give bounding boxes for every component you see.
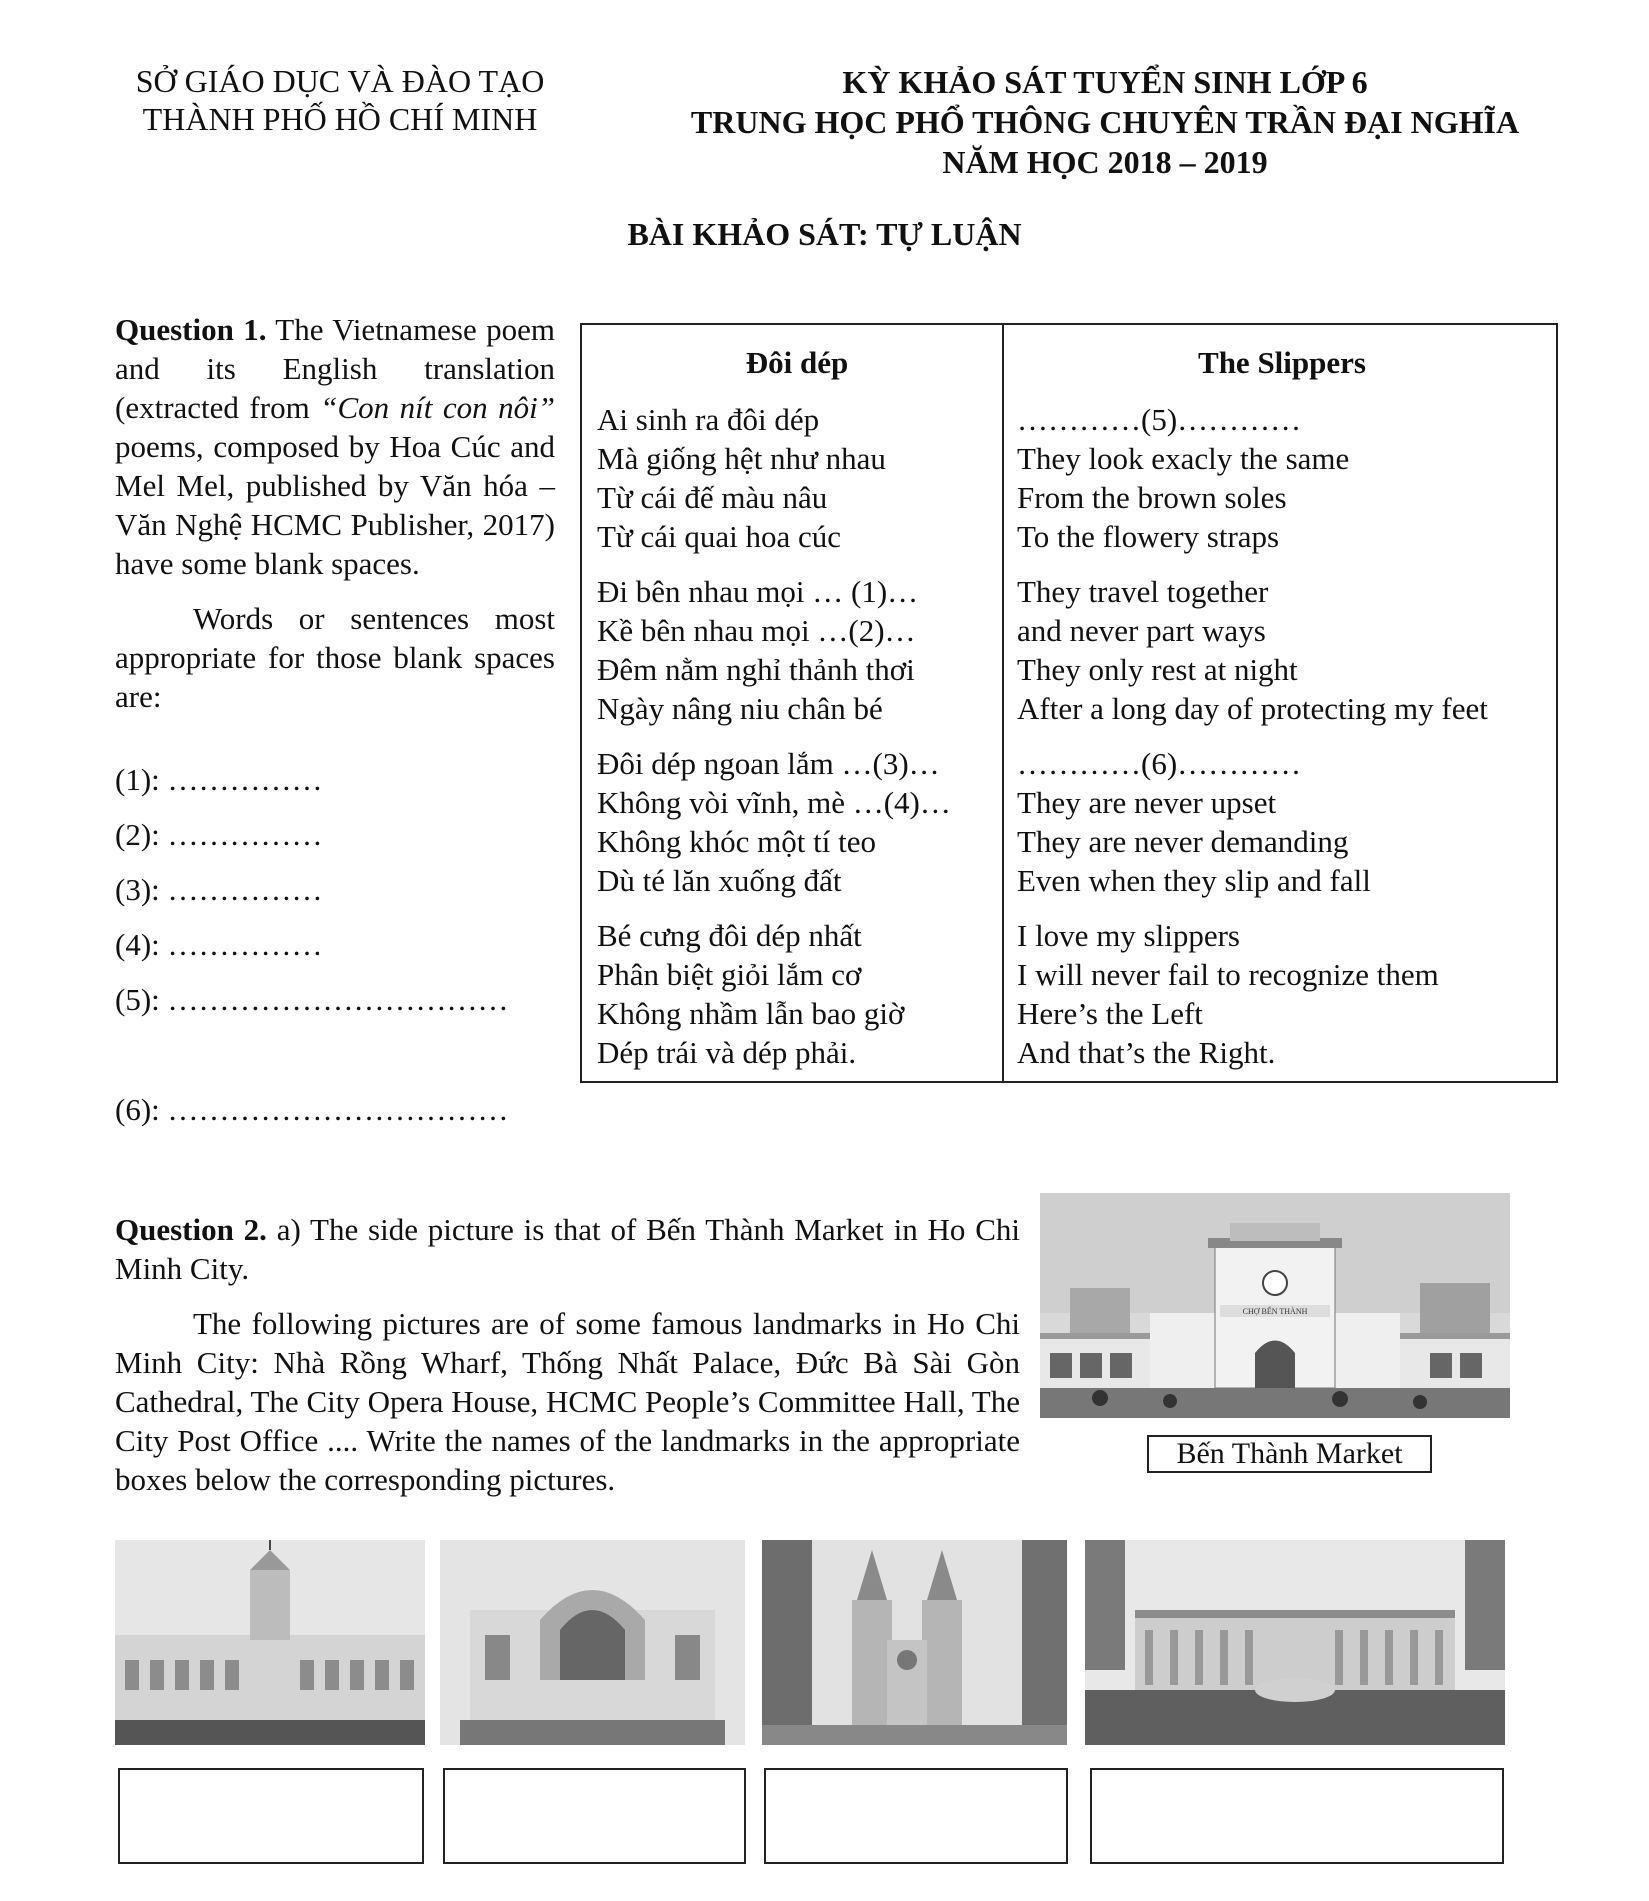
vi-stanza	[597, 744, 997, 900]
independence-palace-photo	[1085, 1540, 1505, 1745]
question1-intro	[115, 310, 555, 583]
poem-line: Ai sinh ra đôi dép	[597, 402, 820, 437]
en-stanza	[1017, 744, 1547, 900]
poem-line: I will never fail to recognize them	[1017, 957, 1439, 992]
en-stanza	[1017, 572, 1547, 728]
question2-part-a	[115, 1210, 1020, 1288]
market-caption: Bến Thành Market	[1147, 1435, 1432, 1473]
vi-stanza	[597, 572, 997, 728]
poem-line: Từ cái đế màu nâu	[597, 480, 828, 515]
answer-blank-5: (5): ……………………………	[115, 982, 509, 1017]
poem-line: …………(5)…………	[1017, 402, 1302, 437]
poem-english-column	[1017, 343, 1547, 1088]
poem-line: Phân biệt giỏi lắm cơ	[597, 957, 862, 992]
poem-line: They look exacly the same	[1017, 441, 1350, 476]
question2-part-a-text: a) The side picture is that of Bến Thành Market in Ho Chi Minh City.	[115, 1212, 1020, 1286]
vi-stanza	[597, 916, 997, 1072]
poem-line: Mà giống hệt như nhau	[597, 441, 886, 476]
answer-blank-4: (4): ……………	[115, 927, 323, 962]
answer-blank-1: (1): ……………	[115, 762, 323, 797]
question1-intro-a: The Vietnamese poem and its English translation (extracted from	[115, 312, 555, 425]
people-committee-hall-photo	[115, 1540, 425, 1745]
issuer-header	[100, 62, 580, 138]
question1-instruction: Words or sentences most appropriate for those blank spaces are:	[115, 601, 555, 714]
landmark-answer-box-1[interactable]	[118, 1768, 424, 1864]
issuer-line-1: SỞ GIÁO DỤC VÀ ĐÀO TẠO	[135, 63, 545, 99]
question2-label: Question 2.	[115, 1212, 267, 1247]
poem-line: They are never upset	[1017, 785, 1277, 820]
question1-text	[115, 310, 555, 716]
poem-table-divider	[1002, 325, 1004, 1081]
poem-vi-title: Đôi dép	[745, 345, 849, 380]
exam-title-line-3: NĂM HỌC 2018 – 2019	[942, 144, 1268, 180]
landmark-illustration	[115, 1540, 425, 1745]
poem-line: Đêm nằm nghỉ thảnh thơi	[597, 652, 915, 687]
test-subtitle: BÀI KHẢO SÁT: TỰ LUẬN	[627, 216, 1022, 252]
en-stanza	[1017, 400, 1547, 556]
poem-table	[580, 323, 1558, 1083]
landmark-answer-box-2[interactable]	[443, 1768, 746, 1864]
poem-line: Dù té lăn xuống đất	[597, 863, 842, 898]
poem-line: Không khóc một tí teo	[597, 824, 876, 859]
answer-blank-2: (2): ……………	[115, 817, 323, 852]
poem-line: From the brown soles	[1017, 480, 1287, 515]
answer-blank-3: (3): ……………	[115, 872, 323, 907]
poem-line: Here’s the Left	[1017, 996, 1203, 1031]
poem-line: They travel together	[1017, 574, 1269, 609]
poem-vietnamese-column	[597, 343, 997, 1088]
question1-intro-b: poems, composed by Hoa Cúc and Mel Mel, published by Văn hóa – Văn Nghệ HCMC Publisher, 2017) have some blank spaces.	[115, 429, 555, 581]
question2-text	[115, 1210, 1020, 1499]
poem-line: Từ cái quai hoa cúc	[597, 519, 842, 554]
poem-line: After a long day of protecting my feet	[1017, 691, 1488, 726]
poem-line: and never part ways	[1017, 613, 1266, 648]
poem-line: Không nhầm lẫn bao giờ	[597, 996, 905, 1031]
poem-line: And that’s the Right.	[1017, 1035, 1276, 1070]
exam-header	[640, 62, 1570, 182]
poem-line: They only rest at night	[1017, 652, 1298, 687]
vi-stanza	[597, 400, 997, 556]
poem-line: To the flowery straps	[1017, 519, 1280, 554]
ben-thanh-market-photo	[1040, 1193, 1510, 1418]
poem-line: Dép trái và dép phải.	[597, 1035, 857, 1070]
answer-blank-6: (6): ……………………………	[115, 1092, 509, 1127]
market-sign-text: CHỢ BẾN THÀNH	[1242, 1307, 1308, 1316]
landmark-illustration	[440, 1540, 745, 1745]
exam-title-line-1: KỲ KHẢO SÁT TUYỂN SINH LỚP 6	[842, 64, 1368, 100]
poem-line: Đi bên nhau mọi … (1)…	[597, 574, 919, 609]
landmark-illustration	[1085, 1540, 1505, 1745]
poem-line: Even when they slip and fall	[1017, 863, 1371, 898]
question1-label: Question 1.	[115, 312, 267, 347]
poem-line: Ngày nâng niu chân bé	[597, 691, 883, 726]
issuer-line-2: THÀNH PHỐ HỒ CHÍ MINH	[142, 101, 538, 137]
question2-paragraph: The following pictures are of some famous landmarks in Ho Chi Minh City: Nhà Rồng Wharf, Thống Nhất Palace, Đức Bà Sài Gòn Cathedral, The City Opera House, HCMC People’s Committee Hall, The City Post Office .... Write the names of the landmarks in the appropriate boxes below the corresponding pictures.	[115, 1306, 1020, 1497]
en-stanza	[1017, 916, 1547, 1072]
poem-collection-title: “Con nít con nôi”	[320, 390, 555, 425]
landmark-answer-box-3[interactable]	[764, 1768, 1068, 1864]
poem-line: Không vòi vĩnh, mè …(4)…	[597, 785, 951, 820]
opera-house-photo	[440, 1540, 745, 1745]
cathedral-photo	[762, 1540, 1067, 1745]
poem-en-title: The Slippers	[1198, 345, 1366, 380]
exam-title-line-2: TRUNG HỌC PHỔ THÔNG CHUYÊN TRẦN ĐẠI NGHĨA	[690, 104, 1520, 140]
landmark-answer-box-4[interactable]	[1090, 1768, 1504, 1864]
poem-line: …………(6)…………	[1017, 746, 1302, 781]
landmark-illustration	[762, 1540, 1067, 1745]
poem-line: Đôi dép ngoan lắm …(3)…	[597, 746, 940, 781]
poem-line: I love my slippers	[1017, 918, 1240, 953]
market-illustration	[1040, 1193, 1510, 1418]
poem-line: They are never demanding	[1017, 824, 1349, 859]
poem-line: Bé cưng đôi dép nhất	[597, 918, 862, 953]
poem-line: Kề bên nhau mọi …(2)…	[597, 613, 916, 648]
